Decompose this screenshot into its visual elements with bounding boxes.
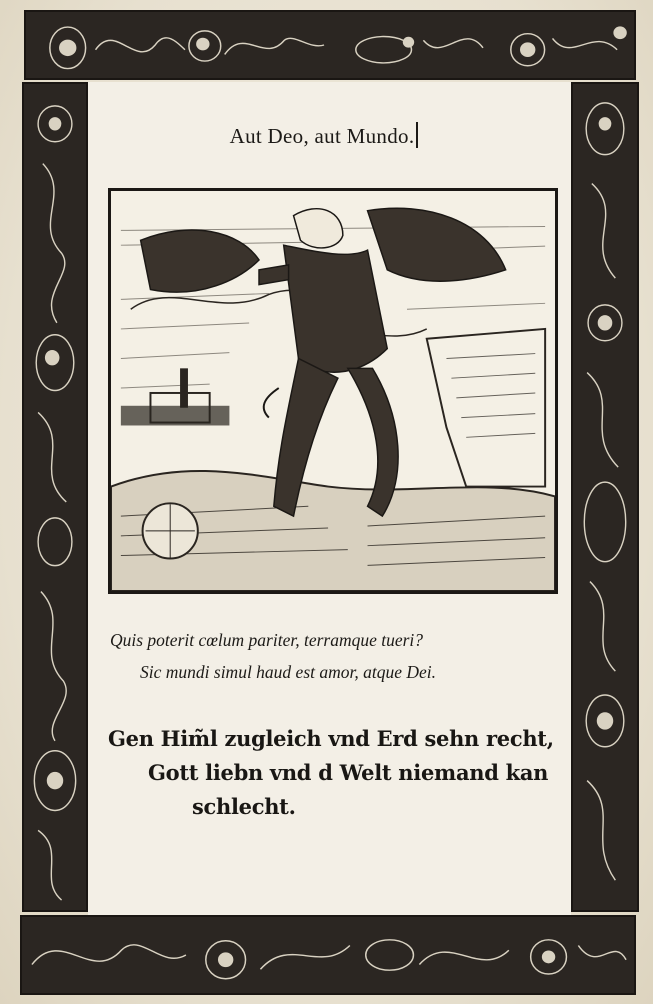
latin-verse-line-2: Sic mundi simul haud est amor, atque Dei. xyxy=(140,662,437,682)
ornamental-border-bottom xyxy=(20,915,636,995)
motto-rule xyxy=(416,122,418,148)
woodcut-illustration xyxy=(108,188,558,594)
german-verse-line-2: Gott liebn vnd d Welt niemand kan xyxy=(148,760,549,785)
german-verse-line-3: schlecht. xyxy=(192,794,296,819)
ornamental-border-right xyxy=(571,82,639,912)
german-verse-line-1: Gen Him̃l zugleich vnd Erd sehn recht, xyxy=(108,726,554,751)
ornamental-border-left xyxy=(22,82,88,912)
latin-verse-line-1: Quis poterit cœlum pariter, terramque tueri? xyxy=(110,630,424,650)
ornamental-border-top xyxy=(24,10,636,80)
emblem-motto xyxy=(104,122,544,149)
motto-text: Aut Deo, aut Mundo. xyxy=(229,124,415,148)
